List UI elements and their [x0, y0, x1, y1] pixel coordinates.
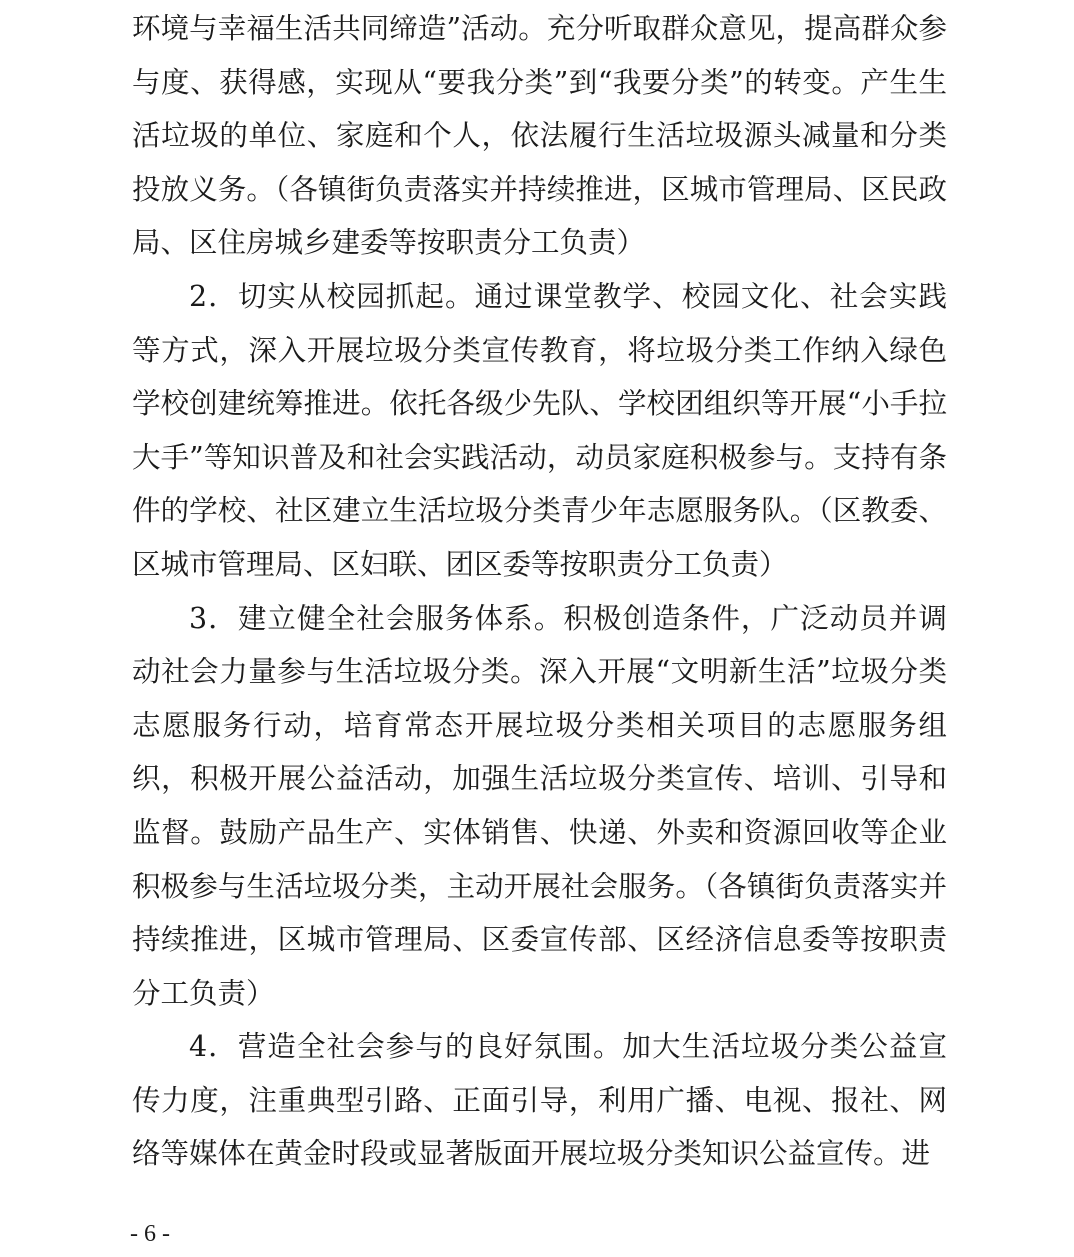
body-text — [132, 2, 947, 1181]
paragraph-item-3: 3．建立健全社会服务体系。积极创造条件，广泛动员并调动社会力量参与生活垃圾分类。深入开展“文明新生活”垃圾分类志愿服务行动，培育常态开展垃圾分类相关项目的志愿服务组织，积极开展公益活动，加强生活垃圾分类宣传、培训、引导和监督。鼓励产品生产、实体销售、快递、外卖和资源回收等企业积极参与生活垃圾分类，主动开展社会服务。（各镇街负责落实并持续推进，区城市管理局、区委宣传部、区经济信息委等按职责分工负责） — [132, 601, 947, 1010]
page-number: - 6 - — [130, 1221, 170, 1247]
paragraph-continued: 环境与幸福生活共同缔造”活动。充分听取群众意见，提高群众参与度、获得感，实现从“要我分类”到“我要分类”的转变。产生生活垃圾的单位、家庭和个人，依法履行生活垃圾源头减量和分类投放义务。（各镇街负责落实并持续推进，区城市管理局、区民政局、区住房城乡建委等按职责分工负责） — [132, 12, 947, 260]
paragraph-item-2: 2．切实从校园抓起。通过课堂教学、校园文化、社会实践等方式，深入开展垃圾分类宣传教育，将垃圾分类工作纳入绿色学校创建统筹推进。依托各级少先队、学校团组织等开展“小手拉大手”等知识普及和社会实践活动，动员家庭积极参与。支持有条件的学校、社区建立生活垃圾分类青少年志愿服务队。（区教委、区城市管理局、区妇联、团区委等按职责分工负责） — [132, 279, 947, 581]
paragraph-item-4: 4．营造全社会参与的良好氛围。加大生活垃圾分类公益宣传力度，注重典型引路、正面引导，利用广播、电视、报社、网络等媒体在黄金时段或显著版面开展垃圾分类知识公益宣传。进 — [132, 1030, 947, 1171]
